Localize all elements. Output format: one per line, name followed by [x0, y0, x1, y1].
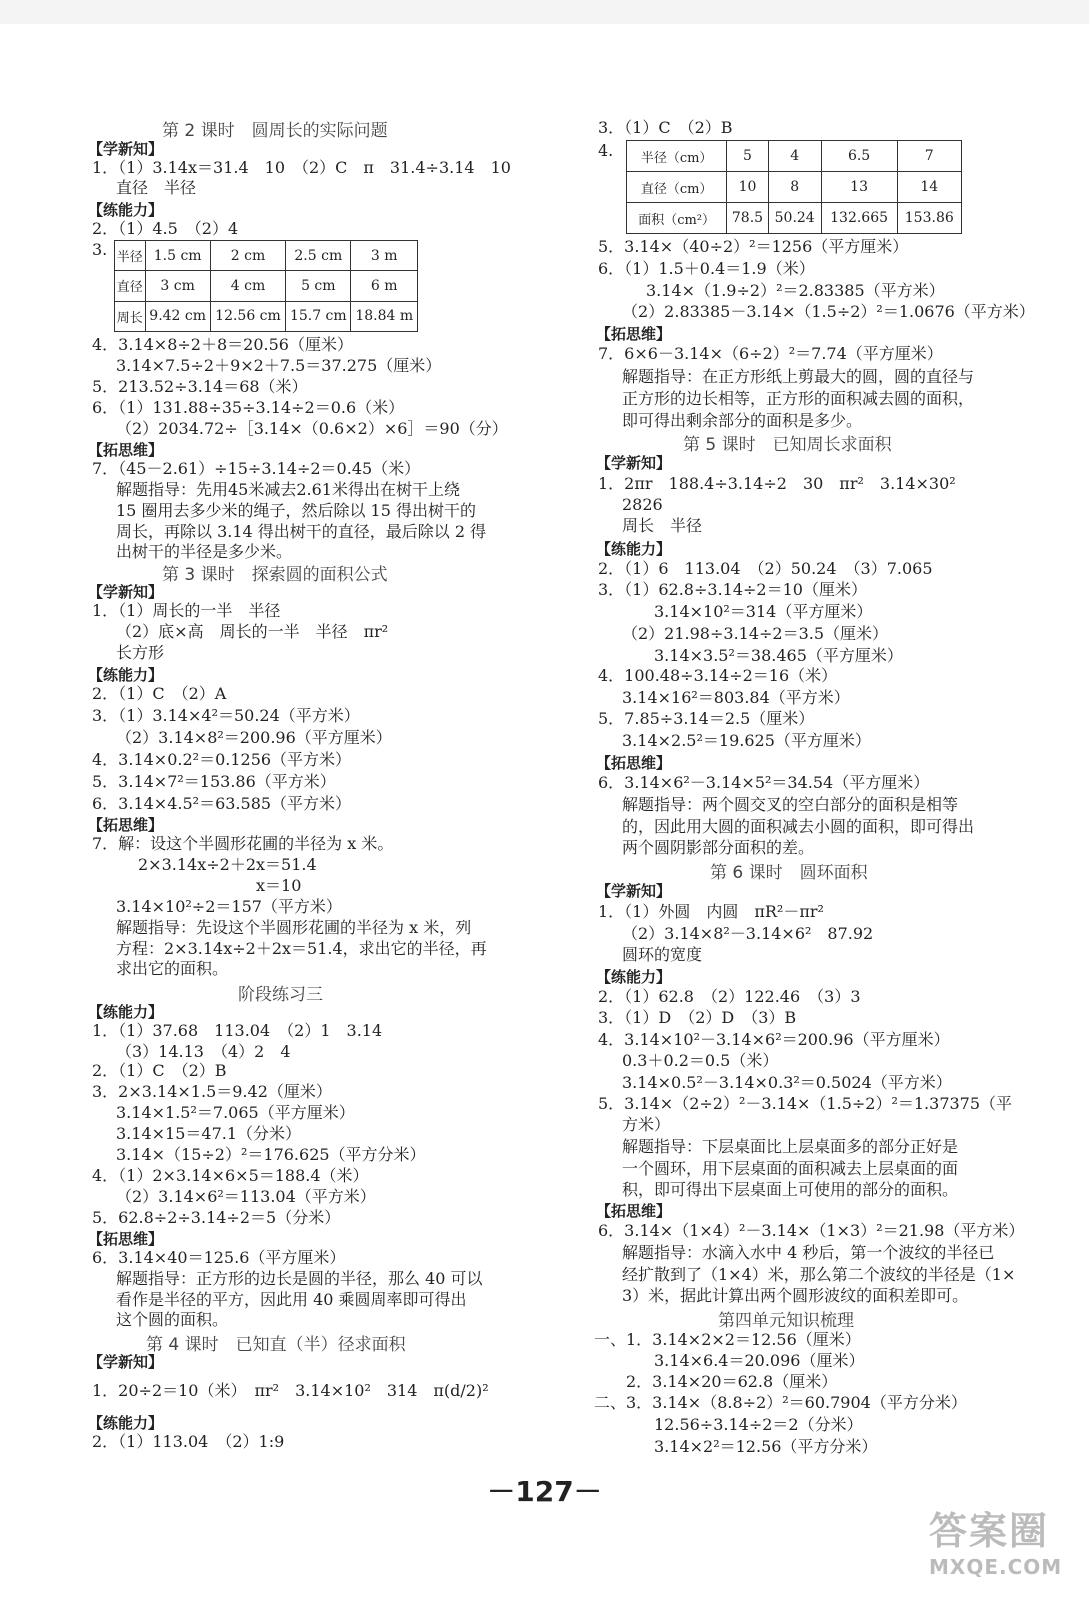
- answer-line: 6．3.14×40＝125.6（平方厘米）: [92, 1248, 346, 1267]
- hint-line: 方程：2×3.14x÷2＋2x＝51.4，求出它的半径，再: [116, 939, 487, 958]
- answer-line: 方米）: [622, 1115, 671, 1134]
- watermark-text: 答案圈: [929, 1509, 1050, 1553]
- answer-line: 2．（1）62.8 （2）122.46 （3）3: [598, 987, 861, 1006]
- table-cell: 半径: [115, 241, 146, 271]
- table-cell: 1.5 cm: [145, 241, 210, 271]
- section-header: 【拓思维】: [596, 325, 672, 343]
- table-cell: 5 cm: [286, 271, 351, 301]
- answer-line: 2．3.14×20＝62.8（厘米）: [626, 1372, 838, 1391]
- table-cell: 15.7 cm: [286, 301, 351, 331]
- hint-line: 出树干的半径是多少米。: [116, 542, 293, 561]
- answer-line: 5．3.14×7²＝153.86（平方米）: [92, 772, 336, 791]
- answer-line: x＝10: [256, 876, 302, 895]
- answer-line: 2．（1）4.5 （2）4: [92, 219, 239, 238]
- section-header: 【练能力】: [88, 666, 164, 684]
- answer-line: 1．（1）外圆 内圆 πR²－πr²: [598, 902, 824, 921]
- answer-line: 2．（1）113.04 （2）1:9: [92, 1432, 285, 1451]
- table-cell: 132.665: [821, 203, 897, 234]
- hint-line: 的，因此用大圆的面积减去小圆的面积，即可得出: [622, 817, 975, 836]
- section-header: 【学新知】: [596, 454, 672, 472]
- answer-line: （2）3.14×6²＝113.04（平方米）: [116, 1187, 376, 1206]
- table-cell: 14: [897, 172, 961, 203]
- section-header: 【拓思维】: [596, 1202, 672, 1220]
- answer-line: 周长 半径: [622, 516, 703, 535]
- hint-line: 解题指导：水滴入水中 4 秒后，第一个波纹的半径已: [622, 1243, 995, 1262]
- answer-line: 1．（1）37.68 113.04 （2）1 3.14: [92, 1021, 383, 1040]
- table-cell: 直径（cm）: [627, 172, 727, 203]
- answer-line: （2）2.83385－3.14×（1.5÷2）²＝1.0676（平方米）: [622, 302, 1035, 321]
- table-cell: 153.86: [897, 203, 961, 234]
- table-cell: 周长: [115, 301, 146, 331]
- answer-line: 3．（1）C （2）B: [598, 118, 733, 137]
- answer-line: 12.56÷3.14÷2＝2（分米）: [654, 1415, 863, 1434]
- page-number: －127－: [487, 1475, 602, 1508]
- lesson-title: 第 5 课时 已知周长求面积: [683, 435, 892, 455]
- table-cell: 10: [727, 172, 768, 203]
- watermark-url: MXQE.COM: [929, 1555, 1063, 1579]
- answer-line: 4．100.48÷3.14÷2＝16（米）: [598, 666, 838, 685]
- answer-line: 4．3.14×8÷2＋8＝20.56（厘米）: [92, 335, 353, 354]
- answer-line: 3.14×3.5²＝38.465（平方厘米）: [654, 646, 903, 665]
- table-cell: 78.5: [727, 203, 768, 234]
- answer-line: 6．3.14×6²－3.14×5²＝34.54（平方厘米）: [598, 773, 930, 792]
- table-cell: 9.42 cm: [145, 301, 210, 331]
- table-cell: 4: [768, 141, 821, 172]
- table-cell: 12.56 cm: [210, 301, 285, 331]
- answer-line: 5．213.52÷3.14＝68（米）: [92, 377, 308, 396]
- lesson-title: 阶段练习三: [238, 985, 323, 1005]
- hint-line: 解题指导：先设这个半圆形花圃的半径为 x 米，列: [116, 918, 472, 937]
- hint-line: 解题指导：先用45米减去2.61米得出在树干上绕: [116, 480, 460, 499]
- answer-line: 1．2πr 188.4÷3.14÷2 30 πr² 3.14×30²: [598, 474, 956, 493]
- unit-review-title: 第四单元知识梳理: [718, 1311, 854, 1331]
- answer-line: 5．3.14×（40÷2）²＝1256（平方厘米）: [598, 237, 909, 256]
- answer-line: 2．（1）C （2）B: [92, 1061, 227, 1080]
- answer-line: 7．（45－2.61）÷15÷3.14÷2＝0.45（米）: [92, 459, 421, 478]
- answer-line: 5．3.14×（2÷2）²－3.14×（1.5÷2）²＝1.37375（平: [598, 1094, 1013, 1113]
- hint-line: 两个圆阴影部分面积的差。: [622, 838, 815, 857]
- answer-line: 6．（1）1.5＋0.4＝1.9（米）: [598, 259, 815, 278]
- table-cell: 6.5: [821, 141, 897, 172]
- table-cell: 直径: [115, 271, 146, 301]
- answer-line: 3.14×（1.9÷2）²＝2.83385（平方米）: [646, 281, 945, 300]
- answer-line: 3.: [92, 240, 108, 259]
- hint-line: 这个圆的面积。: [116, 1310, 229, 1329]
- table-cell: 5: [727, 141, 768, 172]
- answer-line: 3．2×3.14×1.5＝9.42（厘米）: [92, 1082, 332, 1101]
- answer-line: 1．（1）3.14x＝31.4 10 （2）C π 31.4÷3.14 10: [92, 158, 511, 177]
- table-cell: 13: [821, 172, 897, 203]
- answer-line: 3.14×2.5²＝19.625（平方厘米）: [622, 731, 871, 750]
- answer-line: 5．62.8÷2÷3.14÷2＝5（分米）: [92, 1208, 341, 1227]
- answer-line: 3.14×10²＝314（平方厘米）: [654, 602, 873, 621]
- hint-line: 积，即可得出下层桌面上可使用的部分的面积。: [622, 1180, 959, 1199]
- answer-line: 2．（1）6 113.04 （2）50.24 （3）7.065: [598, 559, 933, 578]
- table-cell: 18.84 m: [351, 301, 418, 331]
- answer-line: 3.14×（15÷2）²＝176.625（平方分米）: [116, 1145, 426, 1164]
- table-cell: 2.5 cm: [286, 241, 351, 271]
- answer-line: （2）3.14×8²＝200.96（平方厘米）: [116, 728, 392, 747]
- section-header: 【练能力】: [88, 1414, 164, 1432]
- answer-line: 7．解：设这个半圆形花圃的半径为 x 米。: [92, 834, 394, 853]
- section-header: 【练能力】: [596, 540, 672, 558]
- table-cell: 2 cm: [210, 241, 285, 271]
- answer-line: 7．6×6－3.14×（6÷2）²＝7.74（平方厘米）: [598, 344, 943, 363]
- section-header: 【学新知】: [88, 583, 164, 601]
- hint-line: 3）米，据此计算出两个圆形波纹的面积差即可。: [622, 1286, 969, 1305]
- answer-line: 3．（1）3.14×4²＝50.24（平方米）: [92, 706, 360, 725]
- hint-line: 一个圆环，用下层桌面的面积减去上层桌面的面: [622, 1159, 959, 1178]
- hint-line: 周长，再除以 3.14 得出树干的直径，最后除以 2 得: [116, 522, 487, 541]
- hint-line: 解题指导：正方形的边长是圆的半径，那么 40 可以: [116, 1269, 483, 1288]
- answer-line: （3）14.13 （4）2 4: [116, 1042, 291, 1061]
- answer-line: 2．（1）C （2）A: [92, 684, 227, 703]
- answer-line: 4．3.14×0.2²＝0.1256（平方米）: [92, 750, 352, 769]
- answer-line: 4.: [598, 141, 614, 160]
- answer-line: 6．（1）131.88÷35÷3.14÷2＝0.6（米）: [92, 398, 405, 417]
- table-cell: 3 cm: [145, 271, 210, 301]
- answer-line: 3.14×16²＝803.84（平方米）: [622, 688, 850, 707]
- lesson-title: 第 2 课时 圆周长的实际问题: [162, 121, 388, 141]
- answer-line: 6．3.14×（1×4）²－3.14×（1×3）²＝21.98（平方米）: [598, 1221, 1025, 1240]
- lesson-title: 第 6 课时 圆环面积: [710, 863, 868, 883]
- table-cell: 面积（cm²）: [627, 203, 727, 234]
- answer-line: 2826: [622, 495, 663, 514]
- table-cell: 7: [897, 141, 961, 172]
- answer-line: （2）底×高 周长的一半 半径 πr²: [116, 622, 389, 641]
- radius-diameter-area-table: [626, 140, 962, 234]
- answer-line: 3.14×2²＝12.56（平方分米）: [654, 1437, 878, 1456]
- watermark-logo: [929, 1500, 1069, 1580]
- answer-line: 3.14×10²÷2＝157（平方米）: [116, 897, 342, 916]
- answer-line: 3.14×7.5÷2＋9×2＋7.5＝37.275（厘米）: [116, 356, 442, 375]
- answer-line: 3．（1）D （2）D （3）B: [598, 1008, 797, 1027]
- hint-line: 经扩散到了（1×4）米，那么第二个波纹的半径是（1×: [622, 1265, 1016, 1284]
- hint-line: 看作是半径的平方，因此用 40 乘圆周率即可得出: [116, 1290, 467, 1309]
- answer-line: 3．（1）62.8÷3.14÷2＝10（厘米）: [598, 580, 867, 599]
- answer-line: （2）3.14×8²－3.14×6² 87.92: [622, 924, 874, 943]
- answer-line: 4．3.14×10²－3.14×6²＝200.96（平方厘米）: [598, 1030, 950, 1049]
- table-cell: 6 m: [351, 271, 418, 301]
- hint-line: 求出它的面积。: [116, 959, 229, 978]
- answer-line: （2）2034.72÷［3.14×（0.6×2）×6］＝90（分）: [116, 419, 508, 438]
- answer-line: 3.14×0.5²－3.14×0.3²＝0.5024（平方米）: [622, 1073, 952, 1092]
- table-cell: 8: [768, 172, 821, 203]
- section-header: 【练能力】: [596, 968, 672, 986]
- table-cell: 3 m: [351, 241, 418, 271]
- answer-line: 4．（1）2×3.14×6×5＝188.4（米）: [92, 1166, 369, 1185]
- answer-line: 一、1．3.14×2×2＝12.56（厘米）: [594, 1330, 861, 1349]
- answer-line: 圆环的宽度: [622, 945, 703, 964]
- hint-line: 解题指导：下层桌面比上层桌面多的部分正好是: [622, 1137, 959, 1156]
- answer-line: 0.3＋0.2＝0.5（米）: [622, 1051, 779, 1070]
- answer-line: 6．3.14×4.5²＝63.585（平方米）: [92, 794, 352, 813]
- section-header: 【拓思维】: [88, 816, 164, 834]
- answer-line: 3.14×1.5²＝7.065（平方厘米）: [116, 1103, 355, 1122]
- hint-line: 正方形的边长相等，正方形的面积减去圆的面积，: [622, 389, 975, 408]
- section-header: 【学新知】: [88, 1353, 164, 1371]
- table-cell: 半径（cm）: [627, 141, 727, 172]
- section-header: 【拓思维】: [596, 754, 672, 772]
- section-header: 【学新知】: [88, 140, 164, 158]
- radius-diameter-circumference-table: [114, 240, 418, 332]
- answer-line: （2）21.98÷3.14÷2＝3.5（厘米）: [622, 624, 889, 643]
- scan-top-margin: [0, 0, 1089, 24]
- answer-line: 3.14×6.4＝20.096（厘米）: [654, 1351, 865, 1370]
- section-header: 【学新知】: [596, 882, 672, 900]
- answer-line: 二、3．3.14×（8.8÷2）²＝60.7904（平方分米）: [594, 1393, 967, 1412]
- answer-line: 1．20÷2＝10（米） πr² 3.14×10² 314 π(d/2)²: [92, 1381, 489, 1400]
- hint-line: 解题指导：两个圆交叉的空白部分的面积是相等: [622, 795, 959, 814]
- table-cell: 50.24: [768, 203, 821, 234]
- answer-line: 直径 半径: [116, 178, 197, 197]
- section-header: 【拓思维】: [88, 441, 164, 459]
- answer-line: 5．7.85÷3.14＝2.5（厘米）: [598, 709, 815, 728]
- answer-line: 2×3.14x÷2＋2x＝51.4: [138, 855, 317, 874]
- hint-line: 解题指导：在正方形纸上剪最大的圆，圆的直径与: [622, 367, 975, 386]
- lesson-title: 第 4 课时 已知直（半）径求面积: [146, 1335, 406, 1355]
- hint-line: 即可得出剩余部分的面积是多少。: [622, 411, 863, 430]
- section-header: 【练能力】: [88, 1003, 164, 1021]
- answer-line: 3.14×15＝47.1（分米）: [116, 1124, 302, 1143]
- section-header: 【拓思维】: [88, 1230, 164, 1248]
- lesson-title: 第 3 课时 探索圆的面积公式: [162, 565, 388, 585]
- answer-line: 1．（1）周长的一半 半径: [92, 601, 281, 620]
- answer-line: 长方形: [116, 643, 165, 662]
- section-header: 【练能力】: [88, 201, 164, 219]
- hint-line: 15 圈用去多少米的绳子，然后除以 15 得出树干的: [116, 501, 476, 520]
- table-cell: 4 cm: [210, 271, 285, 301]
